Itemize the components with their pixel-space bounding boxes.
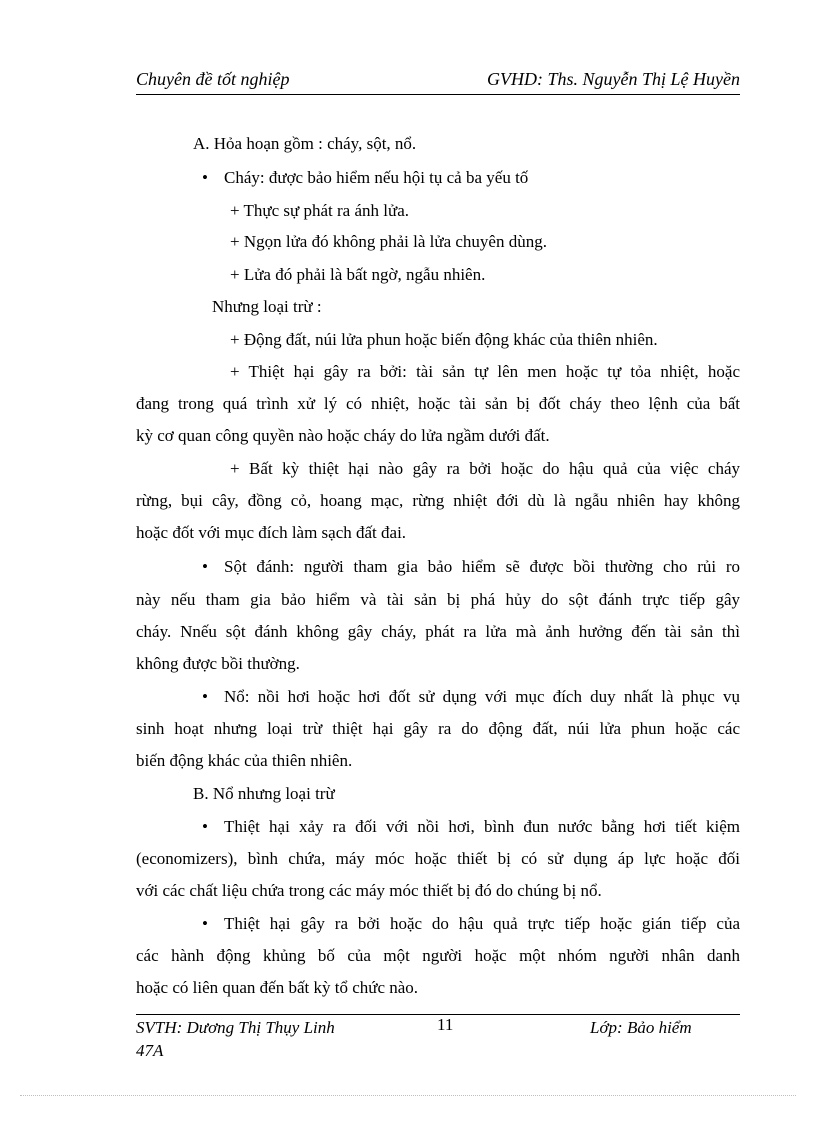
section-a-heading: A. Hỏa hoạn gồm : cháy, sột, nổ. [193, 134, 417, 153]
bullet-icon: • [202, 557, 208, 576]
bullet-icon: • [202, 914, 208, 933]
header-left-text: Chuyên đề tốt nghiệp [136, 69, 290, 89]
paragraph-line: + Động đất, núi lửa phun hoặc biến động khác của thiên nhiên. [230, 330, 658, 349]
bullet-icon: • [202, 687, 208, 706]
bullet-icon: • [202, 168, 208, 187]
paragraph-line: cháy. Nnếu sột đánh không gây cháy, phát ra lửa mà ảnh hưởng đến tài sản thì [136, 622, 740, 641]
paragraph-line: hoặc có liên quan đến bất kỳ tổ chức nào. [136, 978, 419, 997]
paragraph-line: (economizers), bình chứa, máy móc hoặc thiết bị có sử dụng áp lực hoặc đối [136, 849, 740, 868]
paragraph-line: rừng, bụi cây, đồng cỏ, hoang mạc, rừng nhiệt đới dù là ngẫu nhiên hay không [136, 491, 740, 510]
paragraph-text: Thiệt hại xảy ra đối với nồi hơi, bình đun nước bằng hơi tiết kiệm [224, 817, 740, 836]
footer-student-name: SVTH: Dương Thị Thụy Linh [136, 1018, 335, 1037]
paragraph-line: + Ngọn lửa đó không phải là lửa chuyên dùng. [230, 232, 547, 251]
paragraph-line: kỳ cơ quan công quyền nào hoặc cháy do lửa ngầm dưới đất. [136, 426, 550, 445]
paragraph-text: Sột đánh: người tham gia bảo hiểm sẽ được bồi thường cho rủi ro [224, 557, 740, 576]
paragraph-line: Nhưng loại trừ : [212, 297, 322, 316]
bullet-item-no [136, 686, 740, 708]
page-header [136, 68, 740, 95]
paragraph-line: này nếu tham gia bảo hiểm và tài sản bị phá hủy do sột đánh trực tiếp gây [136, 590, 740, 609]
page-bottom-dotted-rule [20, 1095, 796, 1096]
paragraph-line: + Bất kỳ thiệt hại nào gây ra bởi hoặc do hậu quả của việc cháy [230, 459, 740, 478]
paragraph-line: không được bồi thường. [136, 654, 300, 673]
header-right-text: GVHD: Ths. Nguyễn Thị Lệ Huyền [487, 69, 740, 89]
paragraph-line: các hành động khủng bố của một người hoặc một nhóm người nhân danh [136, 946, 740, 965]
section-b-heading: B. Nổ nhưng loại trừ [193, 784, 335, 803]
paragraph-line: với các chất liệu chứa trong các máy móc thiết bị đó do chúng bị nổ. [136, 881, 602, 900]
paragraph-line: + Thực sự phát ra ánh lửa. [230, 201, 410, 220]
paragraph-line: hoặc đốt với mục đích làm sạch đất đai. [136, 523, 407, 542]
paragraph-text: Thiệt hại gây ra bởi hoặc do hậu quả trực tiếp hoặc gián tiếp của [224, 914, 740, 933]
footer-student-class: 47A [136, 1041, 164, 1060]
bullet-item-sot-danh [136, 556, 740, 578]
footer-class-name: Lớp: Bảo hiểm [590, 1018, 692, 1037]
paragraph-line: biến động khác của thiên nhiên. [136, 751, 353, 770]
bullet-item-noi-hoi [136, 816, 740, 838]
paragraph-line: đang trong quá trình xử lý có nhiệt, hoặc tài sản bị đốt cháy theo lệnh của bất [136, 394, 740, 413]
page-number: 11 [437, 1015, 454, 1034]
paragraph-line: + Thiệt hại gây ra bởi: tài sản tự lên men hoặc tự tỏa nhiệt, hoặc [230, 362, 740, 381]
bullet-icon: • [202, 817, 208, 836]
bullet-item-chay [136, 167, 740, 189]
bullet-item-khung-bo [136, 913, 740, 935]
paragraph-line: + Lửa đó phải là bất ngờ, ngẫu nhiên. [230, 265, 486, 284]
paragraph-text: Cháy: được bảo hiểm nếu hội tụ cả ba yếu tố [224, 168, 529, 187]
paragraph-line: sinh hoạt nhưng loại trừ thiệt hại gây ra do động đất, núi lửa phun hoặc các [136, 719, 740, 738]
paragraph-text: Nổ: nồi hơi hoặc hơi đốt sử dụng với mục đích duy nhất là phục vụ [224, 687, 740, 706]
